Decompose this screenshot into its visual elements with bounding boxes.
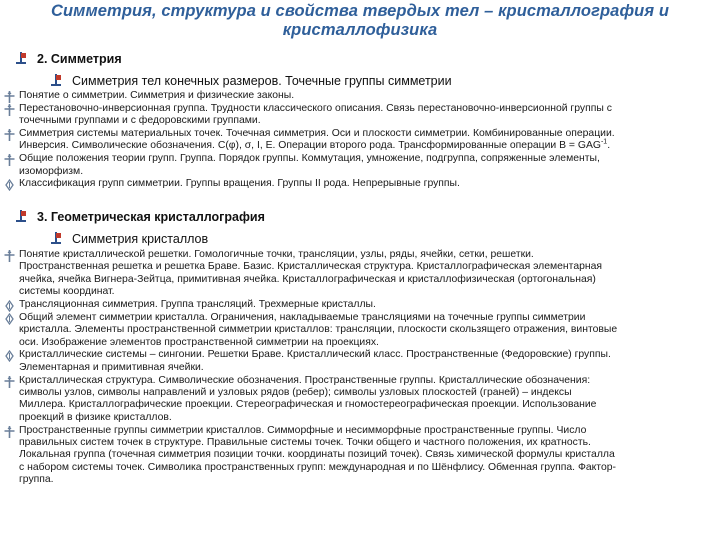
list-item-line: кристалла. Элементы пространственной симметрии кристаллов: трансляции, плоскости скользящего отражения, винтовые [19, 324, 618, 336]
list-item-text [19, 375, 700, 425]
list-item [0, 349, 700, 374]
list-item-text [19, 349, 700, 374]
list-item [0, 178, 700, 190]
cross-arrow-bullet-icon [4, 91, 15, 103]
list-item-line: Пространственная решетка и решетка Браве. Базис. Кристаллическая структура. Кристаллографическая элементарная [19, 261, 603, 273]
list-item-text [19, 299, 700, 311]
list-item-line: с набором системы точек. Символика пространственных групп: международная и по Шёнфлису. Обменная группа. Фактор- [19, 461, 616, 473]
list-item-line: Элементарная и примитивная ячейки. [19, 361, 204, 373]
list-item-line: Кристаллическая структура. Символические обозначения. Пространственные группы. Кристаллические обозначения: [19, 374, 591, 386]
list-item-text [19, 153, 700, 178]
section-heading-symmetry: 2. Симметрия [37, 52, 122, 66]
list-item-text [19, 425, 700, 487]
section-heading-geometric-crystallography: 3. Геометрическая кристаллография [37, 210, 265, 224]
list-item-text [19, 90, 700, 102]
list-item-text [19, 249, 700, 299]
diamond-arrow-bullet-icon [4, 350, 15, 362]
cross-arrow-bullet-icon [4, 426, 15, 438]
bookmark-flag-icon [51, 74, 62, 86]
cross-arrow-bullet-icon [4, 154, 15, 166]
list-item-line: Миллера. Кристаллографические проекции. Стереографическая и гномостереографическая проекции. Использование [19, 399, 597, 411]
bookmark-flag-icon [16, 210, 27, 222]
cross-arrow-bullet-icon [4, 250, 15, 262]
list-item-line: Кристаллические системы – сингонии. Решетки Браве. Кристаллический класс. Пространственные (Федоровские) группы. [19, 349, 611, 361]
superscript: -1 [600, 138, 608, 146]
bookmark-flag-icon [51, 232, 62, 244]
list-item-line: Пространственные группы симметрии кристаллов. Симморфные и несимморфные пространственные группы. Число [19, 424, 587, 436]
diamond-arrow-bullet-icon [4, 313, 15, 325]
list-item-line: Перестановочно-инверсионная группа. Трудности классического описания. Связь перестановочно-инверсионной группы с [19, 102, 612, 114]
list-item-line: проекций в физике кристаллов. [19, 411, 172, 423]
list-item-line: Общие положения теории групп. Группа. Порядок группы. Коммутация, умножение, подгруппа, сопряженные элементы, [19, 153, 600, 165]
list-item-line: группа. [19, 474, 54, 486]
page-title-line-1: Симметрия, структура и свойства твердых тел – кристаллография и [50, 2, 670, 20]
list-item-text [19, 128, 700, 153]
list-item-line: точечными группами и с федоровскими группами. [19, 115, 261, 127]
list-item-line: оси. Изображение элементов пространственной симметрии на проекциях. [19, 336, 379, 348]
subheading-finite-bodies: Симметрия тел конечных размеров. Точечные группы симметрии [72, 74, 452, 88]
diamond-arrow-bullet-icon [4, 300, 15, 312]
list-item [0, 90, 700, 102]
list-item-line: Инверсия. Символические обозначения. С(φ), σ, I, E. Операции второго рода. Трансформированные операции $B = GAG^{-1}$. [19, 138, 611, 152]
list-item-line: символы узлов, символы направлений и узловых рядов (ребер); символы узловых плоскостей (граней) – индексы [19, 387, 572, 398]
list-item-line: системы координат. [19, 286, 115, 298]
cross-arrow-bullet-icon [4, 129, 15, 141]
list-item-text [19, 103, 700, 128]
list-item-text [19, 178, 700, 190]
list-item [0, 312, 700, 349]
list-item-line: Трансляционная симметрия. Группа трансляций. Трехмерные кристаллы. [19, 299, 376, 310]
list-item [0, 299, 700, 311]
list-item [0, 425, 700, 487]
list-item [0, 249, 700, 299]
list-item [0, 103, 700, 128]
cross-arrow-bullet-icon [4, 376, 15, 388]
subheading-crystal-symmetry: Симметрия кристаллов [72, 232, 209, 246]
list-item-line: Локальная группа (точечная симметрия позиции точки. координаты позиций точек). Связь химической формулы кристалла [19, 449, 615, 461]
list-item [0, 128, 700, 153]
list-item-line: Общий элемент симметрии кристалла. Ограничения, накладываемые трансляциями на точечные группы симметрии [19, 311, 586, 323]
list-item [0, 153, 700, 178]
diamond-arrow-bullet-icon [4, 179, 15, 191]
bookmark-flag-icon [16, 52, 27, 64]
list-item-line: правильных систем точек в структуре. Правильные системы точек. Точки общего и частного положения, их кратность. [19, 437, 591, 448]
list-item-line: Понятие кристаллической решетки. Гомологичные точки, трансляции, узлы, ряды, ячейки, сетки, решетки. [19, 249, 534, 260]
list-item-line: ячейка, ячейка Вигнера-Зейтца, примитивная ячейка. Кристаллографическая и кристаллофизическая (ортогональная) [19, 273, 596, 285]
list-item-text [19, 312, 700, 349]
list-item-line: Симметрия системы материальных точек. Точечная симметрия. Оси и плоскости симметрии. Комбинированные операции. [19, 128, 615, 139]
page-title-line-2: кристаллофизика [282, 21, 438, 39]
list-item-line: Понятие о симметрии. Симметрия и физические законы. [19, 90, 295, 101]
list-item-line: изоморфизм. [19, 165, 84, 177]
cross-arrow-bullet-icon [4, 104, 15, 116]
list-item-line: Классификация групп симметрии. Группы вращения. Группы II рода. Непрерывные группы. [19, 178, 460, 190]
page-title [0, 2, 720, 40]
list-item [0, 375, 700, 425]
